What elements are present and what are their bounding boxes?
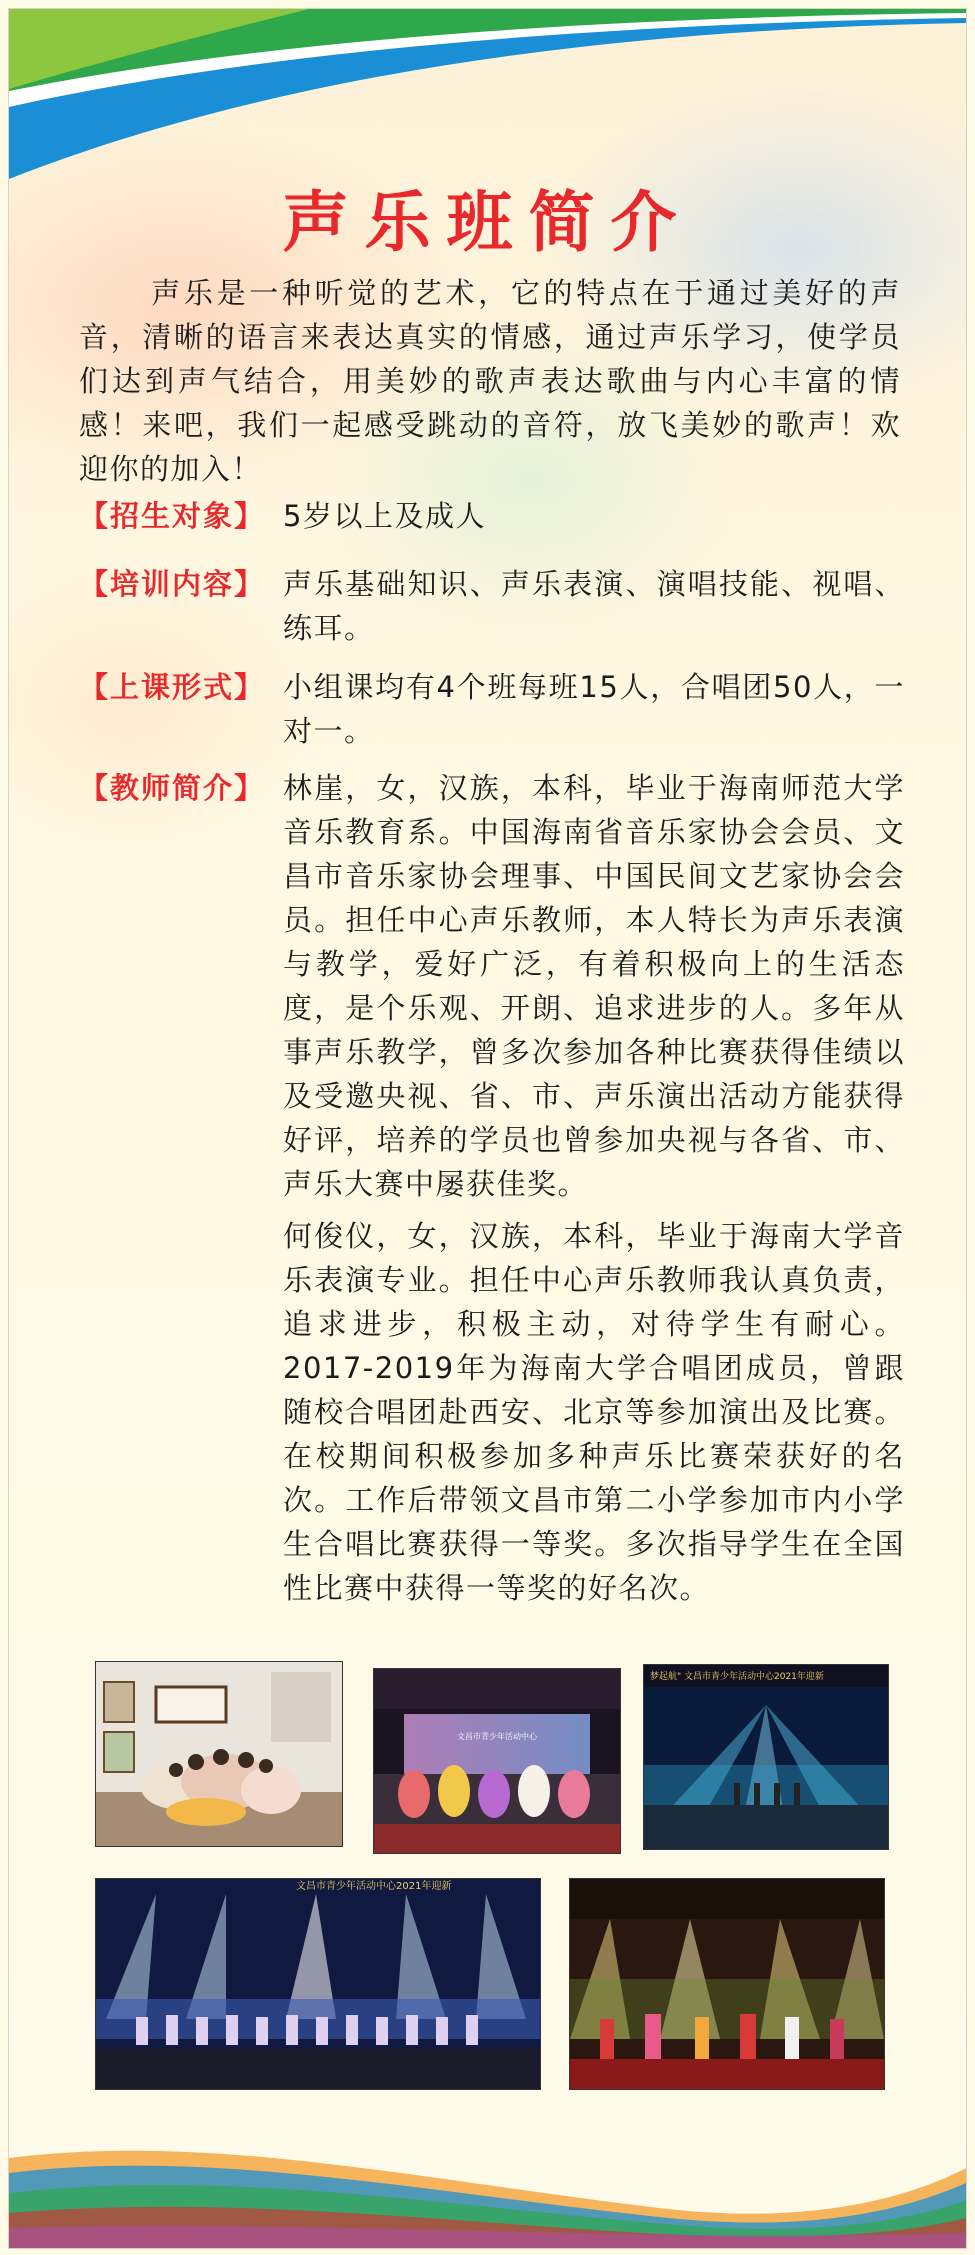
poster bbox=[8, 8, 967, 2249]
section-label: 【培训内容】 bbox=[79, 567, 266, 601]
intro-paragraph bbox=[79, 271, 901, 491]
photo-stage-group bbox=[373, 1668, 621, 1854]
photo-group-room bbox=[95, 1661, 343, 1847]
stage-banner-text: 文昌市青少年活动中心 bbox=[457, 1732, 537, 1741]
teacher-2-bio: 何俊仪，女，汉族，本科，毕业于海南大学音乐表演专业。担任中心声乐教师我认真负责，追求进步，积极主动，对待学生有耐心。2017-2019年为海南大学合唱团成员，曾跟随校合唱团赴西安、北京等参加演出及比赛。在校期间积极参加多种声乐比赛荣获好的名次。工作后带领文昌市第二小学参加市内小学生合唱比赛获得一等奖。多次指导学生在全国性比赛中获得一等奖的好名次。 bbox=[283, 1219, 905, 1605]
stage-banner-text: 梦起航" 文昌市青少年活动中心2021年迎新 bbox=[650, 1672, 824, 1682]
teacher-1-bio: 林崖，女，汉族，本科，毕业于海南师范大学音乐教育系。中国海南省音乐家协会会员、文昌市音乐家协会理事、中国民间文艺家协会会员。担任中心声乐教师，本人特长为声乐表演与教学，爱好广泛，有着积极向上的生活态度，是个乐观、开朗、追求进步的人。多年从事声乐教学，曾多次参加各种比赛获得佳绩以及受邀央视、省、市、声乐演出活动方能获得好评，培养的学员也曾参加央视与各省、市、声乐大赛中屡获佳奖。 bbox=[283, 771, 905, 1201]
section-text: 小组课均有4个班每班15人，合唱团50人，一对一。 bbox=[283, 670, 905, 748]
section-label: 【教师简介】 bbox=[79, 771, 266, 805]
intro-text: 声乐是一种听觉的艺术，它的特点在于通过美好的声音，清晰的语言来表达真实的情感，通过声乐学习，使学员们达到声气结合，用美妙的歌声表达歌曲与内心丰富的情感！来吧，我们一起感受跳动的音符，放飞美妙的歌声！欢迎你的加入！ bbox=[79, 276, 901, 486]
bottom-wave-decoration bbox=[9, 2138, 966, 2248]
section-label: 【招生对象】 bbox=[79, 499, 266, 533]
section-text: 声乐基础知识、声乐表演、演唱技能、视唱、练耳。 bbox=[283, 567, 905, 645]
stage-banner-text: 文昌市青少年活动中心2021年迎新 bbox=[296, 1881, 452, 1892]
photo-choir-lights bbox=[95, 1878, 541, 2090]
page-title: 声乐班简介 bbox=[282, 183, 693, 261]
photo-blue-stage bbox=[643, 1664, 889, 1850]
photo-performers bbox=[569, 1878, 885, 2090]
section-label: 【上课形式】 bbox=[79, 670, 266, 704]
section-text: 5岁以上及成人 bbox=[283, 499, 486, 533]
